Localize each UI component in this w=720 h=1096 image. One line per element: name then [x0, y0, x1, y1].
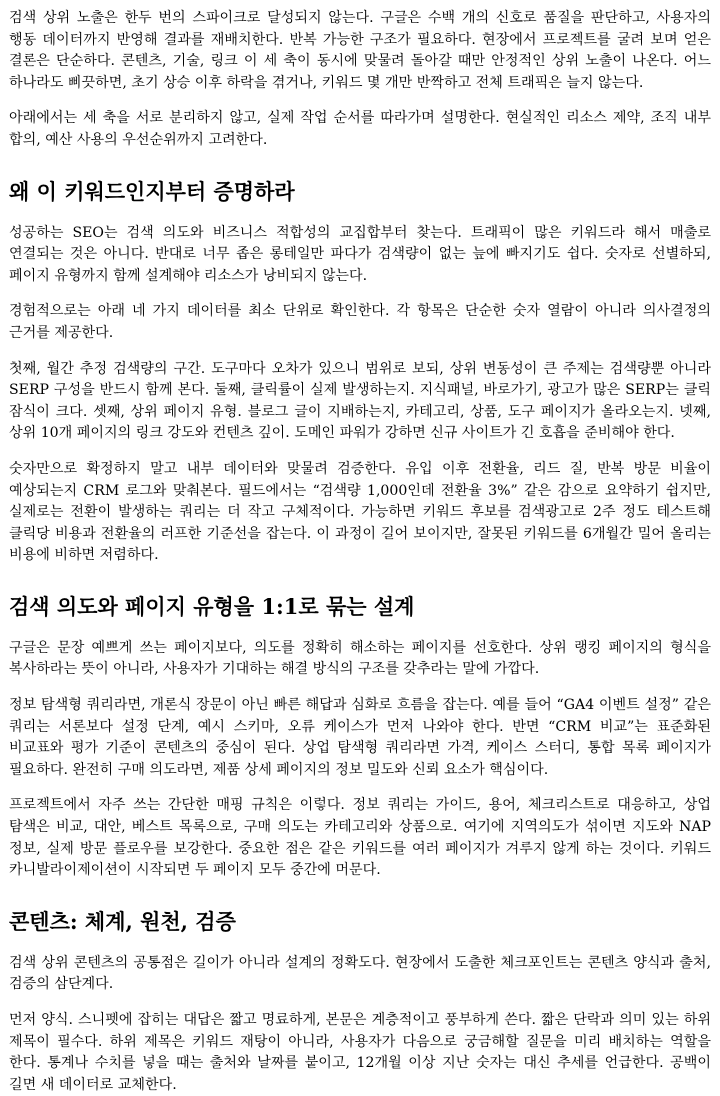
body-paragraph: 프로젝트에서 자주 쓰는 간단한 매핑 규칙은 이렇다. 정보 쿼리는 가이드, 용어, 체크리스트로 대응하고, 상업 탐색은 비교, 대안, 베스트 목록으로, 구매 의도는 카테고리와 상품으로. 여기에 지역의도가 섞이면 지도와 NAP 정보, 실제 방문 플로우를 보강한다. 중요한 점은 같은 키워드를 여러 페이지가 겨루지 않게 하는 것이다. 키워드 카니발라이제이션이 시작되면 두 페이지 모두 중간에 머문다. — [9, 797, 711, 879]
body-paragraph: 검색 상위 콘텐츠의 공통점은 길이가 아니라 설계의 정확도다. 현장에서 도출한 체크포인트는 콘텐츠 양식과 출처, 검증의 삼단계다. — [9, 954, 711, 993]
section-keyword-proof — [9, 178, 711, 567]
body-paragraph: 숫자만으로 확정하지 말고 내부 데이터와 맞물려 검증한다. 유입 이후 전환율, 리드 질, 반복 방문 비율이 예상되는지 CRM 로그와 맞춰본다. 필드에서는 “검색량 1,000인데 전환율 3%” 같은 감으로 요약하기 쉽지만, 실제로는 전환이 발생하는 쿼리는 더 작고 구체적이다. 가능하면 키워드 후보를 검색광고로 2주 정도 테스트해 클릭당 비용과 전환율의 러프한 기준선을 잡는다. 이 과정이 길어 보이지만, 잘못된 키워드를 6개월간 밀어 올리는 비용에 비하면 저렴하다. — [9, 460, 711, 564]
body-paragraph: 구글은 문장 예쁘게 쓰는 페이지보다, 의도를 정확히 해소하는 페이지를 선호한다. 상위 랭킹 페이지의 형식을 복사하라는 뜻이 아니라, 사용자가 기대하는 해결 방식의 구조를 갖추라는 말에 가깝다. — [9, 639, 711, 678]
section-content-system — [9, 908, 711, 1096]
body-paragraph: 정보 탐색형 쿼리라면, 개론식 장문이 아닌 빠른 해답과 심화로 흐름을 잡는다. 예를 들어 “GA4 이벤트 설정” 같은 쿼리는 서론보다 설정 단계, 예시 스키마, 오류 케이스가 먼저 나와야 한다. 반면 “CRM 비교”는 표준화된 비교표와 평가 기준이 콘텐츠의 중심이 된다. 상업 탐색형 쿼리라면 가격, 케이스 스터디, 통합 목록 페이지가 필요하다. 완전히 구매 의도라면, 제품 상세 페이지의 정보 밀도와 신뢰 요소가 핵심이다. — [9, 697, 711, 778]
intro-paragraph-1: 검색 상위 노출은 한두 번의 스파이크로 달성되지 않는다. 구글은 수백 개의 신호로 품질을 판단하고, 사용자의 행동 데이터까지 반영해 결과를 재배치한다. 반복 가능한 구조가 필요하다. 현장에서 프로젝트를 굴려 보며 얻은 결론은 단순하다. 콘텐츠, 기술, 링크 이 세 축이 동시에 맞물려 돌아갈 때만 안정적인 상위 노출이 나온다. 어느 하나라도 삐끗하면, 초기 상승 이후 하락을 겪거나, 키워드 몇 개만 반짝하고 전체 트래픽은 늘지 않는다. — [9, 10, 711, 91]
section-heading: 콘텐츠: 체계, 원천, 검증 — [9, 908, 236, 934]
body-paragraph: 경험적으로는 아래 네 가지 데이터를 최소 단위로 확인한다. 각 항목은 단순한 숫자 열람이 아니라 의사결정의 근거를 제공한다. — [9, 303, 711, 341]
section-intent-mapping — [9, 593, 711, 882]
intro-paragraph-2: 아래에서는 세 축을 서로 분리하지 않고, 실제 작업 순서를 따라가며 설명한다. 현실적인 리소스 제약, 조직 내부 합의, 예산 사용의 우선순위까지 고려한다. — [9, 110, 711, 148]
body-paragraph: 첫째, 월간 추정 검색량의 구간. 도구마다 오차가 있으니 범위로 보되, 상위 변동성이 큰 주제는 검색량뿐 아니라 SERP 구성을 반드시 함께 본다. 둘째, 클릭률이 실제 발생하는지. 지식패널, 바로가기, 광고가 많은 SERP는 클릭 잠식이 크다. 셋째, 상위 페이지 유형. 블로그 글이 지배하는지, 카테고리, 상품, 도구 페이지가 올라오는지. 넷째, 상위 10개 페이지의 링크 강도와 컨텐츠 깊이. 도메인 파워가 강하면 신규 사이트가 긴 호흡을 준비해야 한다. — [9, 360, 711, 442]
body-paragraph: 성공하는 SEO는 검색 의도와 비즈니스 적합성의 교집합부터 찾는다. 트래픽이 많은 키워드라 해서 매출로 연결되는 것은 아니다. 반대로 너무 좁은 롱테일만 파다가 검색량이 없는 늪에 빠지기도 쉽다. 숫자로 선별하되, 페이지 유형까지 함께 설계해야 리소스가 낭비되지 않는다. — [9, 224, 711, 284]
section-heading: 검색 의도와 페이지 유형을 1:1로 묶는 설계 — [9, 593, 415, 619]
section-heading: 왜 이 키워드인지부터 증명하라 — [9, 178, 295, 204]
body-paragraph: 먼저 양식. 스니펫에 잡히는 대답은 짧고 명료하게, 본문은 계층적이고 풍부하게 쓴다. 짧은 단락과 의미 있는 하위 제목이 필수다. 하위 제목은 키워드 재탕이 아니라, 사용자가 다음으로 궁금해할 질문을 미리 배치하는 역할을 한다. 통계나 수치를 넣을 때는 출처와 날짜를 붙이고, 12개월 이상 지난 숫자는 대신 추세를 언급한다. 공백이 길면 새 데이터로 교체한다. — [9, 1012, 711, 1093]
